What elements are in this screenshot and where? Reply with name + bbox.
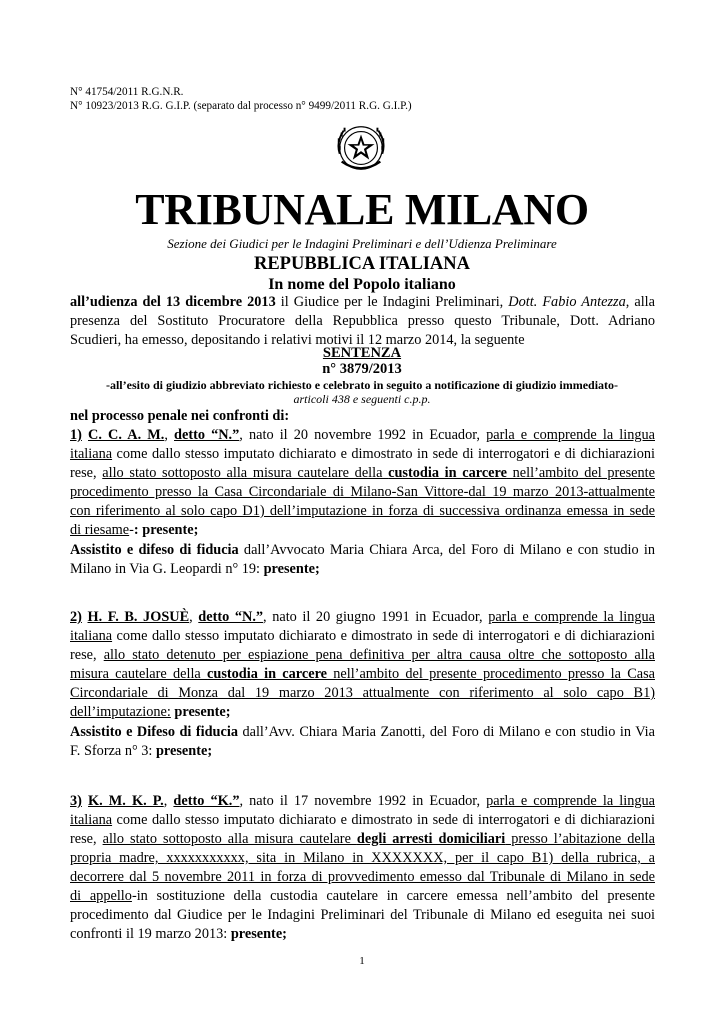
intro-line: all’udienza del 13 dicembre 2013 il Giudice per le Indagini Preliminari, Dott. Fabio Antezza, alla [70, 294, 655, 310]
section-subtitle: Sezione dei Giudici per le Indagini Preliminari e dell’Udienza Preliminare [167, 236, 557, 251]
defendant-1-paragraph: 1) C. C. A. M., detto “N.”, nato il 20 novembre 1992 in Ecuador, parla e comprende la lingua italiana come dallo stesso imputato dichiarato e dimostrato in sede di interrogatori e di dichiarazioni rese, allo stato sottoposto alla misura cautelare della custodia in carcere nell’ambito del presente procedimento presso la Casa Circondariale di Milano-San Vittore-dal 19 marzo 2013-attualmente con riferimento al solo capo D1) dell’imputazione in forza di successiva ordinanza emessa in sede di riesame-: presente; [70, 427, 655, 538]
defendant-1-defense: Assistito e difeso di fiducia dall’Avvocato Maria Chiara Arca, del Foro di Milano e con studio in Milano in Via G. Leopardi n° 19: presente; [70, 542, 655, 577]
italian-republic-emblem-icon [332, 119, 390, 177]
court-title: TRIBUNALE MILANO [135, 185, 589, 234]
esito-note: -all’esito di giudizio abbreviato richiesto e celebrato in seguito a notificazione di giudizio immediato- [105, 378, 619, 392]
intro-line: presenza del Sostituto Procuratore della Repubblica presso questo Tribunale, Dott. Adriano [70, 313, 655, 329]
rgnr-number: N° 41754/2011 R.G.N.R. [70, 86, 184, 98]
defendant-2-paragraph: 2) H. F. B. JOSUÈ, detto “N.”, nato il 20 giugno 1991 in Ecuador, parla e comprende la lingua italiana come dallo stesso imputato dichiarato e dimostrato in sede di interrogatori e di dichiarazioni rese, allo stato detenuto per espiazione pena definitiva per altra causa oltre che sottoposto alla misura cautelare della custodia in carcere nell’ambito del presente procedimento presso la Casa Circondariale di Monza dal 19 marzo 2013 attualmente con riferimento al solo capo B1) dell’imputazione: presente; [70, 609, 655, 720]
articoli-note: articoli 438 e seguenti c.p.p. [293, 392, 431, 406]
page-number: 1 [359, 955, 365, 967]
intro-line: Scudieri, ha emesso, depositando i relativi motivi il 12 marzo 2014, la seguente [70, 332, 525, 348]
people-heading: In nome del Popolo italiano [268, 276, 456, 293]
intro-paragraph [70, 293, 655, 350]
sentenza-heading: SENTENZA [322, 345, 402, 361]
republic-heading: REPUBBLICA ITALIANA [253, 254, 471, 274]
defendant-3-paragraph: 3) K. M. K. P., detto “K.”, nato il 17 novembre 1992 in Ecuador, parla e comprende la lingua italiana come dallo stesso imputato dichiarato e dimostrato in sede di interrogatori e di dichiarazioni rese, allo stato sottoposto alla misura cautelare degli arresti domiciliari presso l’abitazione della propria madre, xxxxxxxxxxx, sita in Milano in XXXXXXX, per il capo B1) della rubrica, a decorrere dal 5 novembre 2011 in forza di provvedimento emesso dal Tribunale di Milano in sede di appello-in sostituzione della custodia cautelare in carcere emessa nell’ambito del presente procedimento dal Giudice per le Indagini Preliminari del Tribunale di Milano ed eseguita nei suoi confronti il 19 marzo 2013: presente; [70, 793, 655, 942]
process-heading: nel processo penale nei confronti di: [70, 408, 290, 424]
rggip-number: N° 10923/2013 R.G. G.I.P. (separato dal processo n° 9499/2011 R.G. G.I.P.) [70, 100, 412, 112]
defendant-2-defense: Assistito e Difeso di fiducia dall’Avv. Chiara Maria Zanotti, del Foro di Milano e con studio in Via F. Sforza n° 3: presente; [70, 724, 656, 759]
sentenza-number: n° 3879/2013 [322, 361, 402, 377]
